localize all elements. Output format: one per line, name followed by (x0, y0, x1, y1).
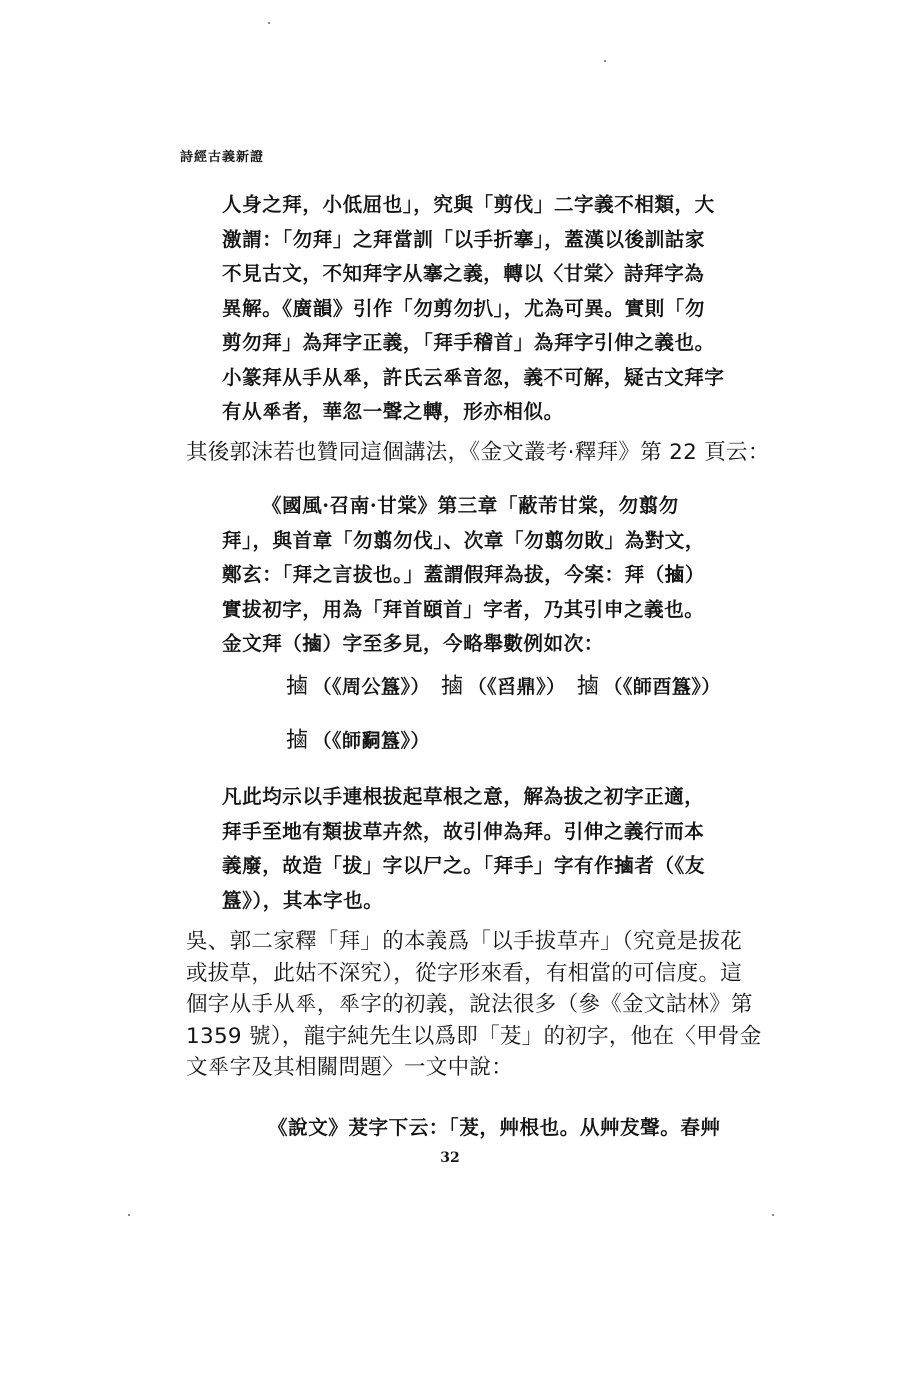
body-paragraph-1 (186, 437, 786, 469)
quote-line: 有从𠦬者，華忽一聲之轉，形亦相似。 (222, 400, 564, 423)
body-line: 個字从手从𠦬，𠦬字的初義，說法很多（參《金文詁林》第 (186, 992, 753, 1017)
glyph-source: （《師𤔲簋》） (312, 730, 431, 752)
body-line: 吳、郭二家釋「拜」的本義爲「以手拔草卉」（究竟是拔花 (186, 929, 743, 954)
block-quote-4: 《說文》茇字下云：「茇，艸根也。从艸犮聲。春艸 (268, 1116, 721, 1139)
bronze-glyph-examples-row-2 (282, 726, 430, 753)
body-line: 或拔草，此姑不深究），從字形來看，有相當的可信度。這 (186, 960, 743, 986)
quote-line: 拜」，與首章「勿翦勿伐」、次章「勿翦勿敗」為對文， (222, 528, 706, 552)
bronze-glyph-image: 𢲸 (576, 674, 600, 699)
bronze-glyph-image: 𢲸 (286, 728, 309, 753)
quote-line: 義廢，故造「拔」字以尸之。「拜手」字有作𢲸者（《友 (222, 854, 706, 877)
quote-line: 激謂：「勿拜」之拜當訓「以手折搴」，蓋漢以後訓詁家 (222, 227, 706, 251)
quote-line: 不見古文，不知拜字从搴之義，轉以〈甘棠〉詩拜字為 (222, 262, 705, 285)
quote-line: 《國風·召南·甘棠》第三章「蔽芾甘棠，勿翦勿 (262, 494, 679, 517)
scan-speck (128, 1214, 130, 1216)
quote-line: 鄭玄：「拜之言拔也。」蓋謂假拜為拔，今案：拜（𢲸） (222, 563, 706, 586)
quote-line: 實拔初字，用為「拜首頤首」字者，乃其引申之義也。 (222, 597, 705, 621)
page-number: 32 (440, 1150, 460, 1166)
body-line: 文𠦬字及其相關問題〉一文中說： (186, 1055, 514, 1080)
block-quote-2 (222, 489, 770, 662)
block-quote-1 (222, 188, 770, 430)
scan-speck (604, 60, 606, 62)
quote-line: 金文拜（𢲸）字至多見，今略舉數例如次： (222, 632, 604, 655)
scan-speck (268, 22, 270, 24)
quote-line: 凡此均示以手連根拔起草根之意，解為拔之初字正適， (222, 785, 705, 808)
glyph-source: （《舀鼎》） (467, 676, 566, 698)
quote-line: 小篆拜从手从𠦬，許氏云𠦬音忽，義不可解，疑古文拜字 (222, 365, 725, 389)
bronze-glyph-image: 𢲸 (286, 674, 309, 699)
scan-speck (772, 1214, 774, 1216)
bronze-glyph-examples-row-1 (282, 672, 721, 699)
glyph-source: （《周公簋》） (312, 676, 431, 698)
block-quote-3 (222, 780, 770, 918)
running-head: 詩經古義新證 (180, 150, 265, 165)
quote-line: 拜手至地有類拔草卉然，故引伸為拜。引伸之義行而本 (222, 819, 705, 843)
body-paragraph-2 (186, 926, 786, 1084)
quote-line: 剪勿拜」為拜字正義，「拜手稽首」為拜字引伸之義也。 (222, 331, 715, 354)
glyph-source: （《師酉簋》） (603, 676, 721, 698)
quote-line: 簋》），其本字也。 (222, 888, 384, 912)
quote-line: 異解。《廣韻》引作「勿剪勿扒」，尤為可異。實則「勿 (222, 296, 706, 320)
body-line: 1359 號），龍宇純先生以爲即「茇」的初字，他在〈甲骨金 (186, 1023, 762, 1049)
quote-line: 人身之拜，小低屈也」，究與「剪伐」二字義不相類，大 (222, 193, 715, 216)
body-line: 其後郭沫若也贊同這個講法，《金文叢考·釋拜》第 22 頁云： (186, 440, 770, 465)
bronze-glyph-image: 𢲸 (441, 674, 464, 699)
